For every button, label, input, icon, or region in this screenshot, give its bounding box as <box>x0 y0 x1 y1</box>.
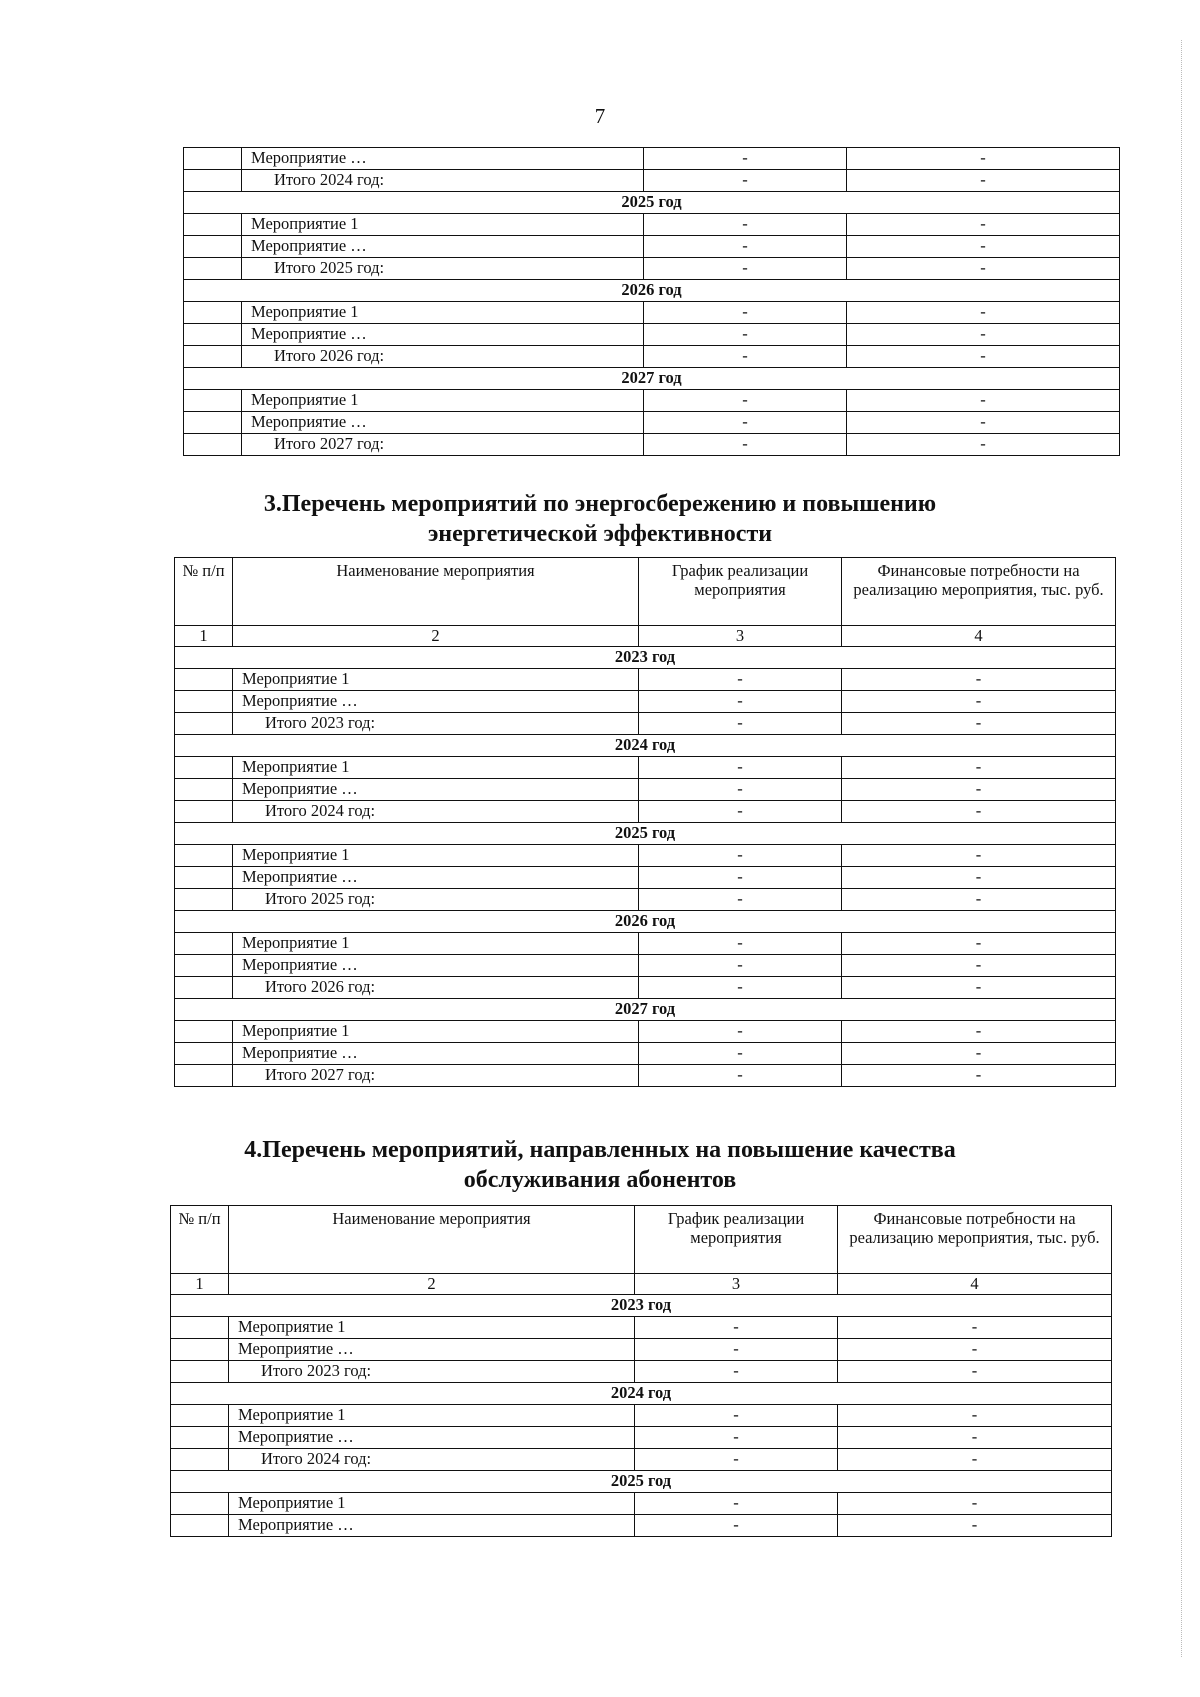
header-row <box>171 1206 1112 1274</box>
table-row <box>184 324 1120 346</box>
total-label: Итого 2024 год: <box>229 1449 635 1471</box>
schedule-cell: - <box>635 1339 838 1361</box>
finance-cell: - <box>842 757 1116 779</box>
finance-cell: - <box>847 258 1120 280</box>
year-row <box>171 1295 1112 1317</box>
table-row <box>184 236 1120 258</box>
year-label: 2024 год <box>171 1383 1112 1405</box>
schedule-cell: - <box>644 302 847 324</box>
table-body <box>171 1206 1112 1537</box>
row-number-cell <box>184 214 242 236</box>
finance-cell: - <box>847 302 1120 324</box>
activity-name: Мероприятие 1 <box>229 1405 635 1427</box>
table-row <box>184 412 1120 434</box>
finance-cell: - <box>847 148 1120 170</box>
year-row <box>175 735 1116 757</box>
header-name: Наименование мероприятия <box>233 558 639 626</box>
total-label: Итого 2025 год: <box>242 258 644 280</box>
total-row <box>175 1065 1116 1087</box>
table-row <box>175 757 1116 779</box>
schedule-cell: - <box>644 148 847 170</box>
table-row <box>175 1021 1116 1043</box>
row-number-cell <box>184 236 242 258</box>
year-label: 2025 год <box>175 823 1116 845</box>
section4-title-line2: обслуживания абонентов <box>463 1167 737 1193</box>
activity-name: Мероприятие … <box>242 236 644 258</box>
table-continuation <box>183 147 1120 456</box>
activity-name: Мероприятие 1 <box>229 1317 635 1339</box>
activity-name: Мероприятие … <box>233 955 639 977</box>
activity-name: Мероприятие … <box>229 1427 635 1449</box>
activity-name: Мероприятие 1 <box>233 757 639 779</box>
section3-heading <box>0 489 1200 549</box>
table-row <box>184 390 1120 412</box>
row-number-cell <box>175 1065 233 1087</box>
row-number-cell <box>175 845 233 867</box>
column-index: 1 <box>171 1274 229 1295</box>
schedule-cell: - <box>635 1493 838 1515</box>
year-label: 2026 год <box>175 911 1116 933</box>
finance-cell: - <box>842 669 1116 691</box>
header-schedule: График реализации мероприятия <box>639 558 842 626</box>
schedule-cell: - <box>644 412 847 434</box>
table-row <box>175 955 1116 977</box>
schedule-cell: - <box>635 1405 838 1427</box>
total-label: Итого 2024 год: <box>242 170 644 192</box>
schedule-cell: - <box>639 933 842 955</box>
schedule-cell: - <box>635 1515 838 1537</box>
activity-name: Мероприятие … <box>229 1339 635 1361</box>
row-number-cell <box>175 757 233 779</box>
header-num: № п/п <box>171 1206 229 1274</box>
finance-cell: - <box>842 779 1116 801</box>
total-row <box>184 434 1120 456</box>
column-index-row <box>175 626 1116 647</box>
row-number-cell <box>184 412 242 434</box>
activity-name: Мероприятие 1 <box>242 214 644 236</box>
year-label: 2025 год <box>184 192 1120 214</box>
row-number-cell <box>171 1493 229 1515</box>
row-number-cell <box>175 977 233 999</box>
total-row <box>175 977 1116 999</box>
schedule-cell: - <box>635 1317 838 1339</box>
row-number-cell <box>175 867 233 889</box>
schedule-cell: - <box>639 779 842 801</box>
schedule-cell: - <box>644 390 847 412</box>
total-label: Итого 2023 год: <box>233 713 639 735</box>
row-number-cell <box>184 302 242 324</box>
schedule-cell: - <box>639 691 842 713</box>
column-index: 3 <box>635 1274 838 1295</box>
finance-cell: - <box>838 1339 1112 1361</box>
finance-cell: - <box>838 1449 1112 1471</box>
total-row <box>175 801 1116 823</box>
finance-cell: - <box>842 977 1116 999</box>
table-row <box>175 867 1116 889</box>
table-row <box>171 1515 1112 1537</box>
finance-cell: - <box>842 1065 1116 1087</box>
activity-name: Мероприятие … <box>242 324 644 346</box>
table-section4 <box>170 1205 1112 1537</box>
year-label: 2024 год <box>175 735 1116 757</box>
schedule-cell: - <box>635 1361 838 1383</box>
header-finance: Финансовые потребности на реализацию мероприятия, тыс. руб. <box>842 558 1116 626</box>
row-number-cell <box>184 170 242 192</box>
finance-cell: - <box>838 1405 1112 1427</box>
finance-cell: - <box>847 324 1120 346</box>
total-label: Итого 2025 год: <box>233 889 639 911</box>
total-label: Итого 2024 год: <box>233 801 639 823</box>
finance-cell: - <box>838 1493 1112 1515</box>
schedule-cell: - <box>639 713 842 735</box>
year-label: 2027 год <box>175 999 1116 1021</box>
table-row <box>175 933 1116 955</box>
column-index: 3 <box>639 626 842 647</box>
finance-cell: - <box>847 214 1120 236</box>
header-schedule: График реализации мероприятия <box>635 1206 838 1274</box>
row-number-cell <box>175 779 233 801</box>
schedule-cell: - <box>639 1065 842 1087</box>
table-body <box>184 148 1120 456</box>
section4-heading <box>0 1135 1200 1195</box>
header-row <box>175 558 1116 626</box>
total-row <box>175 889 1116 911</box>
schedule-cell: - <box>644 324 847 346</box>
finance-cell: - <box>847 346 1120 368</box>
row-number-cell <box>184 148 242 170</box>
finance-cell: - <box>842 691 1116 713</box>
schedule-cell: - <box>635 1449 838 1471</box>
row-number-cell <box>175 669 233 691</box>
header-num: № п/п <box>175 558 233 626</box>
year-label: 2023 год <box>175 647 1116 669</box>
year-row <box>171 1383 1112 1405</box>
section4-title-line1: 4.Перечень мероприятий, направленных на повышение качества <box>244 1137 956 1163</box>
total-label: Итого 2023 год: <box>229 1361 635 1383</box>
year-row <box>175 911 1116 933</box>
row-number-cell <box>175 1043 233 1065</box>
row-number-cell <box>171 1515 229 1537</box>
row-number-cell <box>175 955 233 977</box>
schedule-cell: - <box>639 801 842 823</box>
finance-cell: - <box>847 412 1120 434</box>
year-label: 2027 год <box>184 368 1120 390</box>
row-number-cell <box>184 324 242 346</box>
schedule-cell: - <box>639 1043 842 1065</box>
column-index-row <box>171 1274 1112 1295</box>
finance-cell: - <box>842 845 1116 867</box>
activity-name: Мероприятие 1 <box>233 933 639 955</box>
row-number-cell <box>171 1449 229 1471</box>
row-number-cell <box>171 1317 229 1339</box>
table-row <box>171 1317 1112 1339</box>
schedule-cell: - <box>644 434 847 456</box>
table-row <box>184 302 1120 324</box>
finance-cell: - <box>847 236 1120 258</box>
column-index: 4 <box>838 1274 1112 1295</box>
table-row <box>171 1405 1112 1427</box>
section3-title-line2: энергетической эффективности <box>427 521 773 547</box>
total-row <box>171 1361 1112 1383</box>
row-number-cell <box>175 889 233 911</box>
row-number-cell <box>175 801 233 823</box>
schedule-cell: - <box>644 170 847 192</box>
schedule-cell: - <box>644 214 847 236</box>
finance-cell: - <box>842 1043 1116 1065</box>
column-index: 2 <box>229 1274 635 1295</box>
table-body <box>175 558 1116 1087</box>
section3-title-line1: 3.Перечень мероприятий по энергосбережению и повышению <box>263 491 937 517</box>
activity-name: Мероприятие … <box>229 1515 635 1537</box>
total-row <box>184 346 1120 368</box>
total-label: Итого 2027 год: <box>233 1065 639 1087</box>
schedule-cell: - <box>639 845 842 867</box>
year-row <box>175 823 1116 845</box>
table-row <box>171 1493 1112 1515</box>
year-row <box>175 647 1116 669</box>
row-number-cell <box>171 1339 229 1361</box>
total-label: Итого 2026 год: <box>233 977 639 999</box>
row-number-cell <box>184 434 242 456</box>
finance-cell: - <box>842 801 1116 823</box>
table-row <box>171 1427 1112 1449</box>
year-row <box>171 1471 1112 1493</box>
year-label: 2026 год <box>184 280 1120 302</box>
schedule-cell: - <box>639 977 842 999</box>
column-index: 4 <box>842 626 1116 647</box>
year-label: 2025 год <box>171 1471 1112 1493</box>
table-section3 <box>174 557 1116 1087</box>
year-row <box>184 280 1120 302</box>
total-row <box>184 170 1120 192</box>
total-row <box>184 258 1120 280</box>
activity-name: Мероприятие … <box>233 1043 639 1065</box>
finance-cell: - <box>842 867 1116 889</box>
schedule-cell: - <box>644 258 847 280</box>
column-index: 2 <box>233 626 639 647</box>
table-row <box>171 1339 1112 1361</box>
table-row <box>175 845 1116 867</box>
row-number-cell <box>184 346 242 368</box>
year-row <box>184 368 1120 390</box>
finance-cell: - <box>842 955 1116 977</box>
total-label: Итого 2026 год: <box>242 346 644 368</box>
finance-cell: - <box>842 713 1116 735</box>
row-number-cell <box>171 1405 229 1427</box>
table-row <box>175 1043 1116 1065</box>
activity-name: Мероприятие … <box>233 867 639 889</box>
table-row <box>175 691 1116 713</box>
row-number-cell <box>175 713 233 735</box>
schedule-cell: - <box>644 236 847 258</box>
header-name: Наименование мероприятия <box>229 1206 635 1274</box>
activity-name: Мероприятие … <box>233 779 639 801</box>
finance-cell: - <box>847 390 1120 412</box>
schedule-cell: - <box>639 1021 842 1043</box>
total-label: Итого 2027 год: <box>242 434 644 456</box>
year-row <box>175 999 1116 1021</box>
finance-cell: - <box>842 1021 1116 1043</box>
schedule-cell: - <box>639 889 842 911</box>
table-row <box>184 214 1120 236</box>
finance-cell: - <box>842 889 1116 911</box>
activity-name: Мероприятие 1 <box>242 390 644 412</box>
row-number-cell <box>171 1361 229 1383</box>
activity-name: Мероприятие 1 <box>242 302 644 324</box>
row-number-cell <box>175 1021 233 1043</box>
finance-cell: - <box>838 1515 1112 1537</box>
activity-name: Мероприятие 1 <box>233 669 639 691</box>
table-row <box>175 669 1116 691</box>
scan-edge <box>1179 40 1182 1657</box>
row-number-cell <box>175 933 233 955</box>
schedule-cell: - <box>639 867 842 889</box>
activity-name: Мероприятие 1 <box>233 1021 639 1043</box>
finance-cell: - <box>847 434 1120 456</box>
row-number-cell <box>175 691 233 713</box>
total-row <box>175 713 1116 735</box>
finance-cell: - <box>838 1427 1112 1449</box>
activity-name: Мероприятие 1 <box>229 1493 635 1515</box>
activity-name: Мероприятие … <box>242 148 644 170</box>
finance-cell: - <box>842 933 1116 955</box>
activity-name: Мероприятие 1 <box>233 845 639 867</box>
schedule-cell: - <box>639 669 842 691</box>
activity-name: Мероприятие … <box>242 412 644 434</box>
table-row <box>184 148 1120 170</box>
header-finance: Финансовые потребности на реализацию мероприятия, тыс. руб. <box>838 1206 1112 1274</box>
finance-cell: - <box>838 1361 1112 1383</box>
page-number: 7 <box>594 104 606 128</box>
activity-name: Мероприятие … <box>233 691 639 713</box>
row-number-cell <box>171 1427 229 1449</box>
schedule-cell: - <box>639 757 842 779</box>
finance-cell: - <box>838 1317 1112 1339</box>
row-number-cell <box>184 390 242 412</box>
schedule-cell: - <box>639 955 842 977</box>
finance-cell: - <box>847 170 1120 192</box>
schedule-cell: - <box>644 346 847 368</box>
column-index: 1 <box>175 626 233 647</box>
schedule-cell: - <box>635 1427 838 1449</box>
total-row <box>171 1449 1112 1471</box>
table-row <box>175 779 1116 801</box>
row-number-cell <box>184 258 242 280</box>
year-label: 2023 год <box>171 1295 1112 1317</box>
year-row <box>184 192 1120 214</box>
